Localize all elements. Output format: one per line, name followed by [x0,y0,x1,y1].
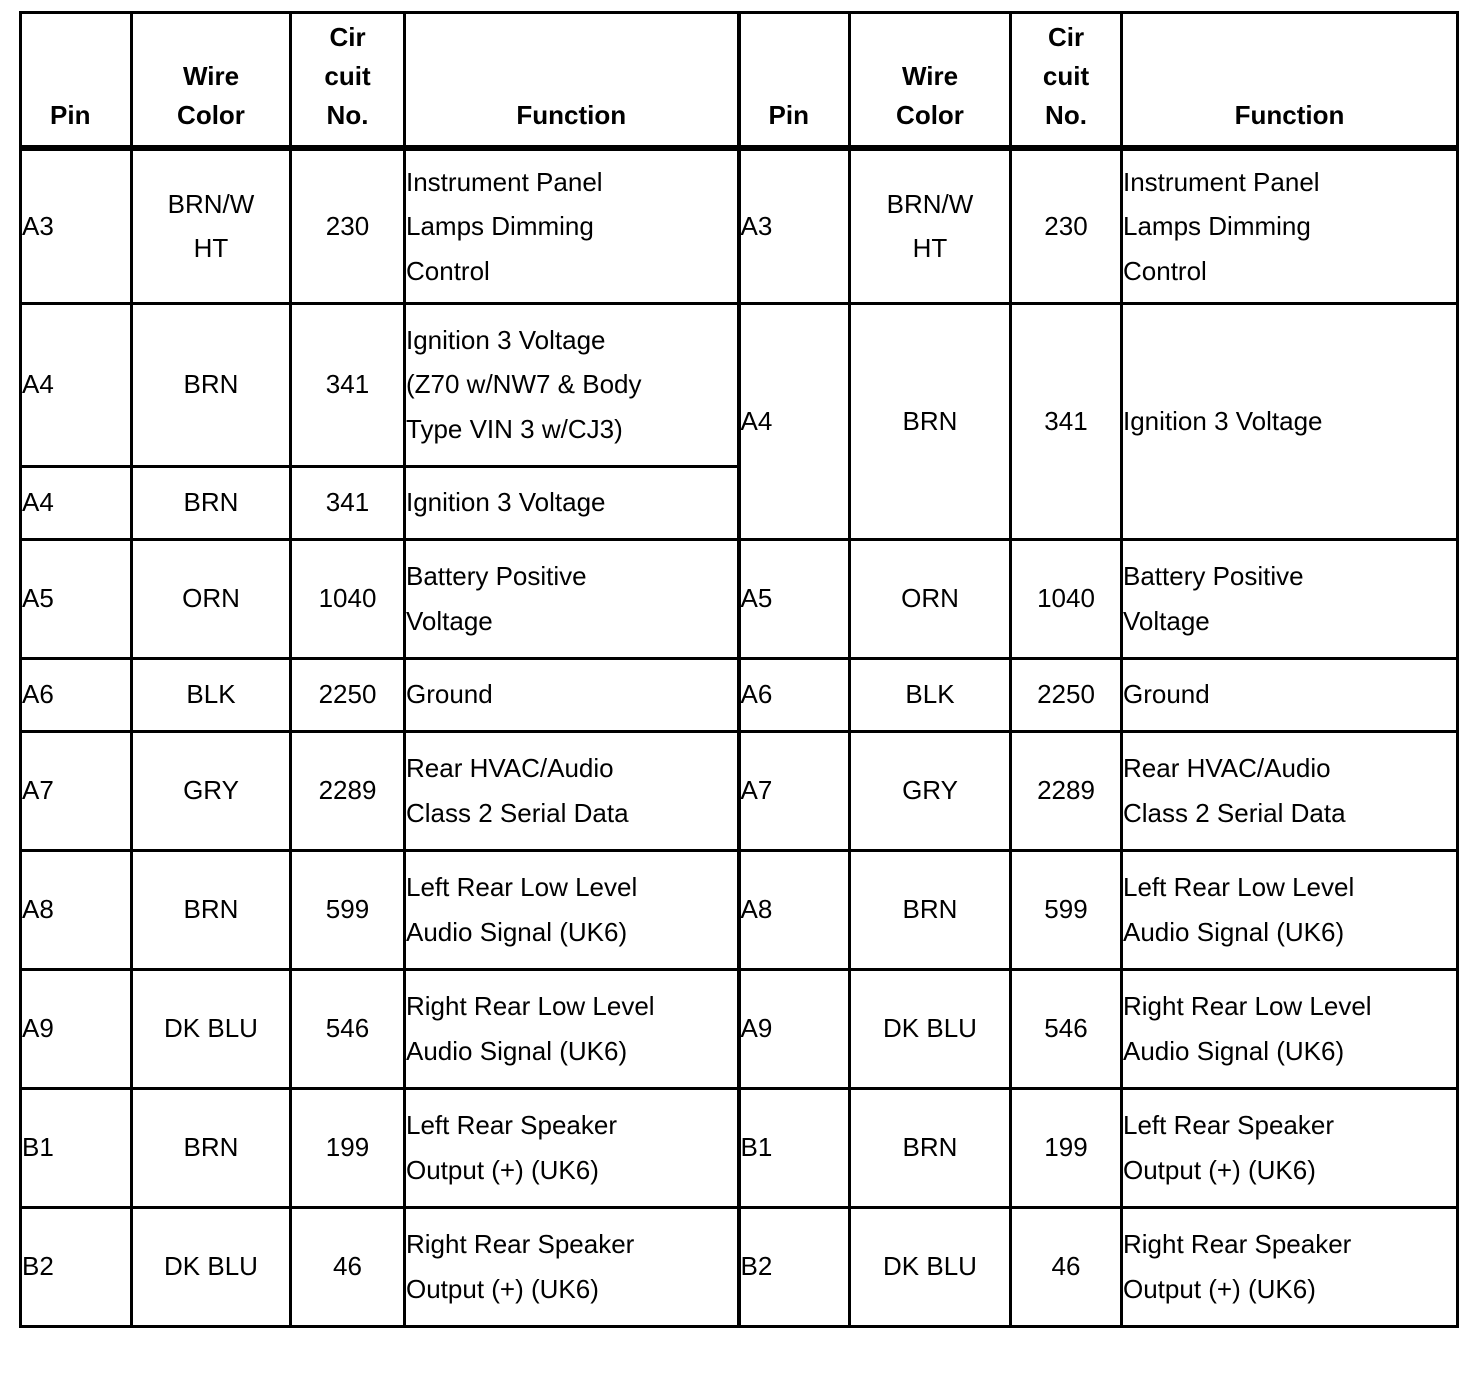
table-row [21,1088,1458,1207]
wire-color-cell: BRN [850,850,1011,969]
wire-color-cell: DK BLU [850,969,1011,1088]
function-cell: Ground [405,658,739,731]
wire-color-header: Wire Color [850,13,1011,149]
circuit-cell: 199 [291,1088,405,1207]
function-cell: Ignition 3 Voltage (Z70 w/NW7 & Body Type VIN 3 w/CJ3) [405,303,739,466]
pin-cell: A3 [739,148,850,303]
circuit-cell: 546 [291,969,405,1088]
pin-cell: A7 [21,731,132,850]
wire-color-cell: BRN [850,1088,1011,1207]
function-cell: Battery Positive Voltage [1122,539,1458,658]
table-row [21,969,1458,1088]
pin-cell: B1 [21,1088,132,1207]
circuit-cell: 341 [291,303,405,466]
circuit-cell: 341 [1011,303,1122,539]
pin-cell: A4 [739,303,850,539]
header-row [21,13,1458,149]
function-cell: Right Rear Low Level Audio Signal (UK6) [1122,969,1458,1088]
circuit-cell: 546 [1011,969,1122,1088]
pin-cell: B2 [739,1207,850,1326]
circuit-cell: 599 [291,850,405,969]
circuit-cell: 2289 [1011,731,1122,850]
function-cell: Right Rear Speaker Output (+) (UK6) [405,1207,739,1326]
pin-cell: A3 [21,148,132,303]
pin-cell: A6 [21,658,132,731]
wire-color-cell: DK BLU [132,969,291,1088]
function-cell: Battery Positive Voltage [405,539,739,658]
pin-cell: A7 [739,731,850,850]
circuit-cell: 599 [1011,850,1122,969]
function-header: Function [405,13,739,149]
wire-color-header: Wire Color [132,13,291,149]
pin-cell: A9 [21,969,132,1088]
function-cell: Rear HVAC/Audio Class 2 Serial Data [1122,731,1458,850]
circuit-cell: 199 [1011,1088,1122,1207]
table-row [21,1207,1458,1326]
wire-color-cell: BLK [850,658,1011,731]
wire-color-cell: BRN [132,303,291,466]
function-cell: Left Rear Speaker Output (+) (UK6) [1122,1088,1458,1207]
pin-header: Pin [739,13,850,149]
function-cell: Right Rear Low Level Audio Signal (UK6) [405,969,739,1088]
table-row [21,148,1458,303]
wire-color-cell: BRN/W HT [850,148,1011,303]
circuit-no-header: Cir cuit No. [1011,13,1122,149]
function-cell: Ground [1122,658,1458,731]
wire-color-cell: ORN [132,539,291,658]
function-cell: Ignition 3 Voltage [405,466,739,539]
function-cell: Right Rear Speaker Output (+) (UK6) [1122,1207,1458,1326]
wire-color-cell: ORN [850,539,1011,658]
wire-color-cell: DK BLU [132,1207,291,1326]
circuit-cell: 1040 [291,539,405,658]
function-cell: Left Rear Low Level Audio Signal (UK6) [405,850,739,969]
function-cell: Left Rear Low Level Audio Signal (UK6) [1122,850,1458,969]
wire-color-cell: BRN/W HT [132,148,291,303]
wire-color-cell: BRN [850,303,1011,539]
wire-color-cell: GRY [850,731,1011,850]
function-cell: Rear HVAC/Audio Class 2 Serial Data [405,731,739,850]
pin-cell: A5 [21,539,132,658]
connector-pinout-table [19,11,1459,1328]
function-cell: Instrument Panel Lamps Dimming Control [405,148,739,303]
table-row [21,303,1458,466]
circuit-cell: 341 [291,466,405,539]
circuit-cell: 1040 [1011,539,1122,658]
function-header: Function [1122,13,1458,149]
function-cell: Ignition 3 Voltage [1122,303,1458,539]
pin-cell: B1 [739,1088,850,1207]
circuit-cell: 2289 [291,731,405,850]
pin-cell: A8 [739,850,850,969]
circuit-cell: 2250 [291,658,405,731]
table-row [21,731,1458,850]
circuit-cell: 46 [1011,1207,1122,1326]
wire-color-cell: DK BLU [850,1207,1011,1326]
circuit-cell: 230 [1011,148,1122,303]
table-row [21,539,1458,658]
table-row [21,658,1458,731]
pin-cell: A4 [21,303,132,466]
wire-color-cell: BRN [132,850,291,969]
circuit-no-header: Cir cuit No. [291,13,405,149]
pin-cell: B2 [21,1207,132,1326]
wire-color-cell: BRN [132,1088,291,1207]
circuit-cell: 2250 [1011,658,1122,731]
wire-color-cell: BLK [132,658,291,731]
wire-color-cell: BRN [132,466,291,539]
wire-color-cell: GRY [132,731,291,850]
pin-cell: A5 [739,539,850,658]
pin-cell: A9 [739,969,850,1088]
pin-cell: A4 [21,466,132,539]
table-row [21,850,1458,969]
function-cell: Instrument Panel Lamps Dimming Control [1122,148,1458,303]
pin-cell: A8 [21,850,132,969]
pin-cell: A6 [739,658,850,731]
circuit-cell: 230 [291,148,405,303]
function-cell: Left Rear Speaker Output (+) (UK6) [405,1088,739,1207]
circuit-cell: 46 [291,1207,405,1326]
pin-header: Pin [21,13,132,149]
